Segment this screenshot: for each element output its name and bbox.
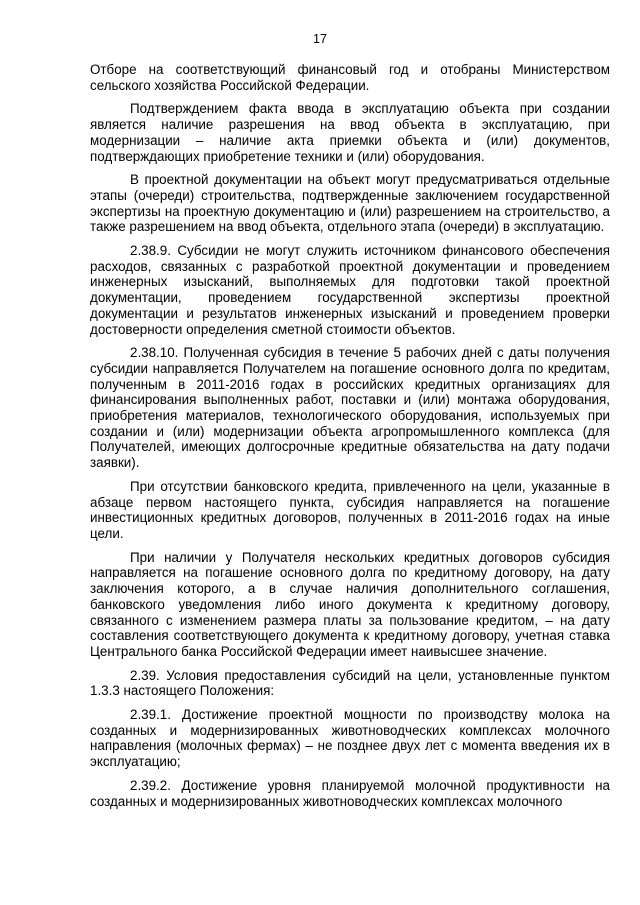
page-number: 17 [313, 32, 327, 46]
paragraph-5: 2.38.10. Полученная субсидия в течение 5 рабочих дней с даты получения субсидии направляется Получателем на погашение основного долга по кредитам, полученным в 2011-2016 годах в российских кредитных организациях для финансирования выполненных работ, поставки и (или) монтажа оборудования, приобретения материалов, технологического оборудования, используемых при создании и (или) модернизации объекта агропромышленного комплекса (для Получателей, имеющих долгосрочные кредитные обязательства на дату подачи заявки). [90, 345, 610, 471]
paragraph-7: При наличии у Получателя нескольких кредитных договоров субсидия направляется на погашение основного долга по кредитному договору, на дату заключения которого, а в случае наличия дополнительного соглашения, банковского уведомления либо иного документа к кредитному договору, связанного с изменением размера платы за пользование кредитом, – на дату составления соответствующего документа к кредитному договору, учетная ставка Центрального банка Российской Федерации имеет наивысшее значение. [90, 549, 610, 659]
paragraph-4: 2.38.9. Субсидии не могут служить источником финансового обеспечения расходов, связанных с разработкой проектной документации и проведением инженерных изысканий, выполняемых для подготовки такой проектной документации, проведением государственной экспертизы проектной документации и результатов инженерных изысканий и проведением проверки достоверности определения сметной стоимости объектов. [90, 243, 610, 337]
paragraph-3: В проектной документации на объект могут предусматриваться отдельные этапы (очереди) строительства, подтвержденные заключением государственной экспертизы на проектную документацию и (или) разрешением на строительство, а также разрешением на ввод объекта, отдельного этапа (очереди) в эксплуатацию. [90, 172, 610, 235]
paragraph-9: 2.39.1. Достижение проектной мощности по производству молока на созданных и модернизированных животноводческих комплексах молочного направления (молочных фермах) – не позднее двух лет с момента введения их в эксплуатацию; [90, 707, 610, 770]
paragraph-1: Отборе на соответствующий финансовый год и отобраны Министерством сельского хозяйства Российской Федерации. [90, 62, 610, 93]
paragraph-6: При отсутствии банковского кредита, привлеченного на цели, указанные в абзаце первом настоящего пункта, субсидия направляется на погашение инвестиционных кредитных договоров, полученных в 2011-2016 годах на иные цели. [90, 478, 610, 541]
paragraph-2: Подтверждением факта ввода в эксплуатацию объекта при создании является наличие разрешения на ввод объекта в эксплуатацию, при модернизации – наличие акта приемки объекта и (или) документов, подтверждающих приобретение техники и (или) оборудования. [90, 101, 610, 164]
paragraph-10: 2.39.2. Достижение уровня планируемой молочной продуктивности на созданных и модернизированных животноводческих комплексах молочного [90, 777, 610, 809]
paragraph-8: 2.39. Условия предоставления субсидий на цели, установленные пунктом 1.3.3 настоящего Положения: [90, 667, 610, 699]
document-body [90, 62, 610, 817]
